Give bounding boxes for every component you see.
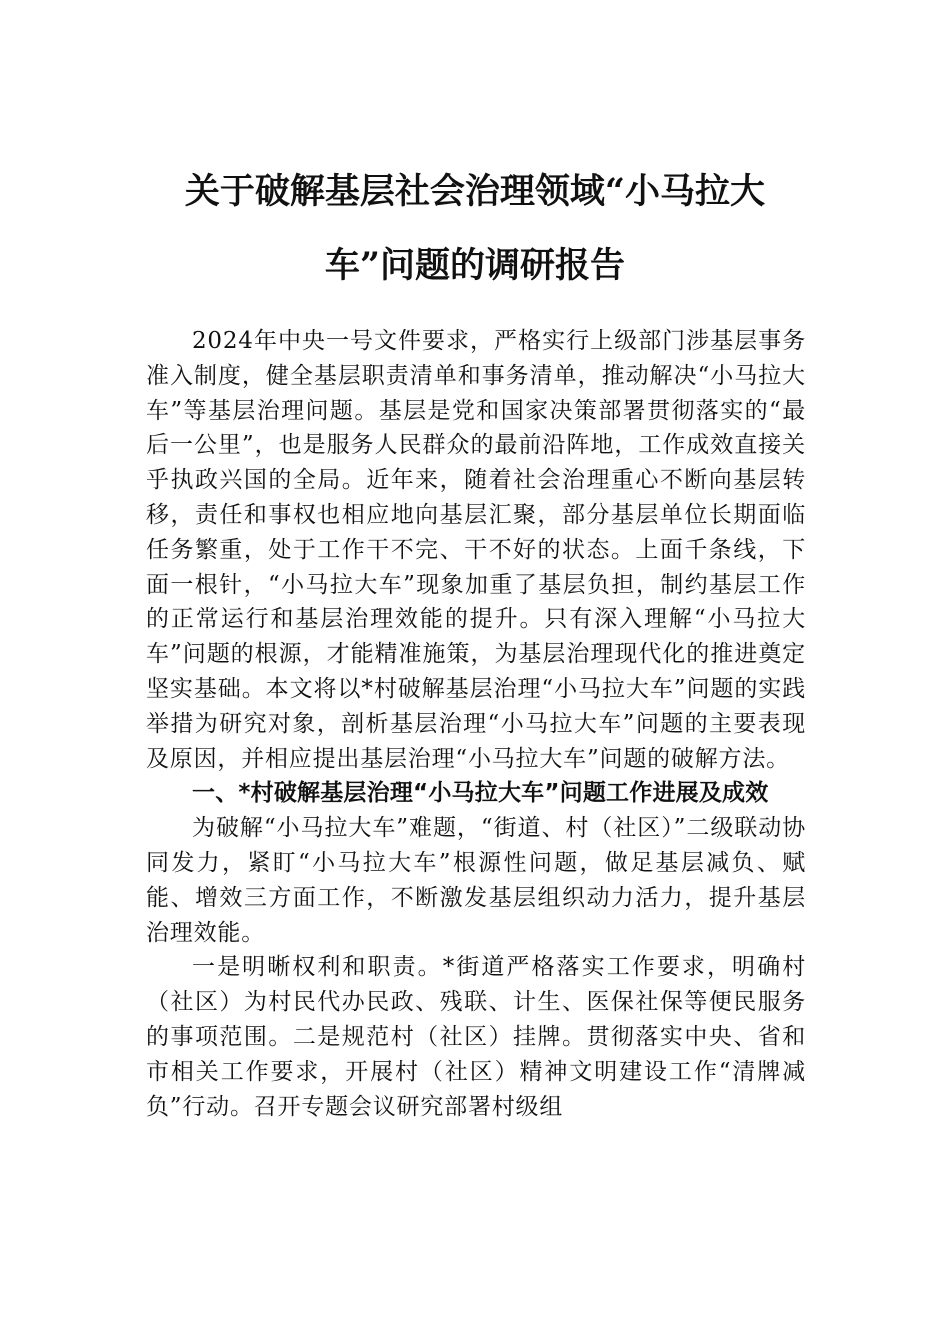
section-heading-1: 一、*村破解基层治理“小马拉大车”问题工作进展及成效 [192, 780, 769, 807]
title-line-2: 车”问题的调研报告 [324, 245, 626, 286]
document-title [120, 155, 830, 303]
paragraph-intro: 2024年中央一号文件要求，严格实行上级部门涉基层事务准入制度，健全基层职责清单和事务清单，推动解决“小马拉大车”等基层治理问题。基层是党和国家决策部署贯彻落实的“最后一公里”，也是服务人民群众的最前沿阵地，工作成效直接关乎执政兴国的全局。近年来，随着社会治理重心不断向基层转移，责任和事权也相应地向基层汇聚，部分基层单位长期面临任务繁重，处于工作干不完、干不好的状态。上面千条线，下面一根针，“小马拉大车”现象加重了基层负担，制约基层工作的正常运行和基层治理效能的提升。只有深入理解“小马拉大车”问题的根源，才能精准施策，为基层治理现代化的推进奠定坚实基础。本文将以*村破解基层治理“小马拉大车”问题的实践举措为研究对象，剖析基层治理“小马拉大车”问题的主要表现及原因，并相应提出基层治理“小马拉大车”问题的破解方法。 [146, 328, 806, 772]
document-body [146, 324, 806, 1124]
paragraph-section1-detail: 一是明晰权利和职责。*街道严格落实工作要求，明确村（社区）为村民代办民政、残联、计生、医保社保等便民服务的事项范围。二是规范村（社区）挂牌。贯彻落实中央、省和市相关工作要求，开展村（社区）精神文明建设工作“清牌减负”行动。召开专题会议研究部署村级组 [146, 954, 806, 1120]
paragraph-section1-intro: 为破解“小马拉大车”难题，“街道、村（社区）”二级联动协同发力，紧盯“小马拉大车”根源性问题，做足基层减负、赋能、增效三方面工作，不断激发基层组织动力活力，提升基层治理效能。 [146, 815, 806, 946]
title-line-1: 关于破解基层社会治理领域“小马拉大 [184, 171, 766, 212]
